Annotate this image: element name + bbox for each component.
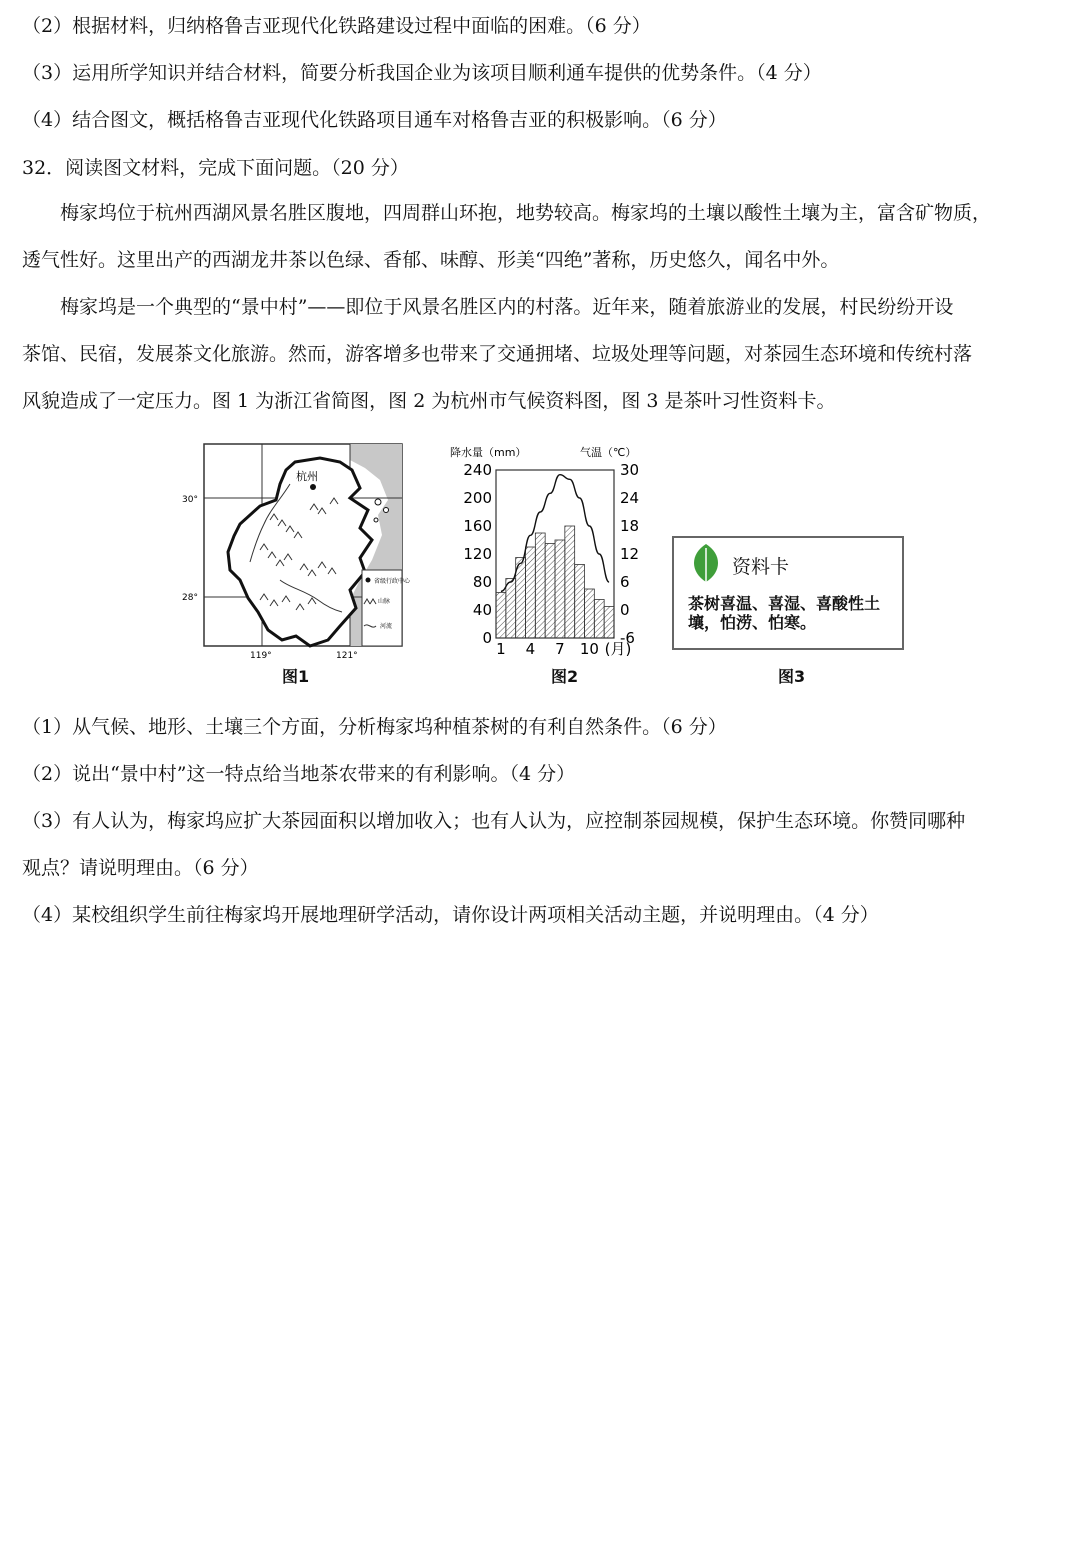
left-tick-label: 40 [472, 601, 492, 619]
question-3-line-1: （3）有人认为，梅家坞应扩大茶园面积以增加收入；也有人认为，应控制茶园规模，保护生态环境。你赞同哪种 [22, 810, 966, 832]
right-tick-label: 0 [620, 601, 630, 619]
question-1: （1）从气候、地形、土壤三个方面，分析梅家坞种植茶树的有利自然条件。（6 分） [22, 716, 727, 738]
x-tick-label: 4 [525, 640, 536, 658]
precipitation-bar [545, 544, 555, 639]
precipitation-bar [594, 600, 604, 639]
x-tick-label: 1 [496, 640, 506, 658]
left-tick-label: 80 [472, 573, 492, 591]
precipitation-bar [585, 589, 595, 638]
precipitation-bar [575, 565, 585, 639]
question-4-prev: （4）结合图文，概括格鲁吉亚现代化铁路项目通车对格鲁吉亚的积极影响。（6 分） [22, 109, 727, 131]
precipitation-bar [496, 593, 506, 639]
card-title: 资料卡 [732, 556, 790, 578]
paragraph-2-line-3: 风貌造成了一定压力。图 1 为浙江省简图，图 2 为杭州市气候资料图，图 3 是茶叶习性资料卡。 [22, 390, 836, 412]
lat-label-30: 30° [182, 495, 198, 505]
question-4: （4）某校组织学生前往梅家坞开展地理研学活动，请你设计两项相关活动主题，并说明理由。（4 分） [22, 904, 879, 926]
zhejiang-map [182, 440, 411, 661]
legend-river: 河流 [380, 623, 393, 630]
left-tick-label: 160 [463, 517, 492, 535]
question-32-header: 32．阅读图文材料，完成下面问题。（20 分） [22, 157, 409, 179]
question-3-line-2: 观点？请说明理由。（6 分） [22, 857, 259, 879]
legend-mountain: 山脉 [378, 598, 391, 605]
right-tick-label: 30 [620, 461, 640, 479]
right-axis-title: 气温（℃） [580, 446, 637, 459]
question-2: （2）说出“景中村”这一特点给当地茶农带来的有利影响。（4 分） [22, 763, 576, 785]
precipitation-bar [535, 533, 545, 638]
x-tick-label: 7 [555, 640, 565, 658]
right-tick-label: -6 [620, 629, 635, 647]
x-tick-label: 10 [579, 640, 599, 658]
legend-capital: 省级行政中心 [374, 578, 411, 585]
right-tick-label: 18 [620, 517, 640, 535]
lon-label-121: 121° [336, 651, 358, 661]
right-tick-label: 12 [620, 545, 640, 563]
tea-leaf-icon [686, 542, 726, 586]
left-tick-label: 200 [463, 489, 492, 507]
left-tick-label: 0 [482, 629, 492, 647]
info-card [672, 536, 904, 650]
precipitation-bars [496, 526, 614, 638]
precipitation-bar [604, 607, 614, 639]
city-label: 杭州 [296, 470, 318, 483]
figure-2-caption: 图2 [551, 667, 579, 686]
map-legend [362, 570, 411, 646]
right-tick-label: 24 [620, 489, 640, 507]
lon-label-119: 119° [250, 651, 272, 661]
precipitation-bar [506, 579, 516, 639]
question-2-prev: （2）根据材料，归纳格鲁吉亚现代化铁路建设过程中面临的困难。（6 分） [22, 15, 651, 37]
left-tick-label: 240 [463, 461, 492, 479]
left-tick-label: 120 [463, 545, 492, 563]
question-3-prev: （3）运用所学知识并结合材料，简要分析我国企业为该项目顺利通车提供的优势条件。（4 分） [22, 62, 822, 84]
x-axis-unit: (月) [604, 640, 632, 658]
figure-1-caption: 图1 [282, 667, 310, 686]
right-tick-label: 6 [620, 573, 630, 591]
precipitation-bar [565, 526, 575, 638]
paragraph-2-line-1: 梅家坞是一个典型的“景中村”——即位于风景名胜区内的村落。近年来，随着旅游业的发展，村民纷纷开设 [60, 296, 954, 318]
paragraph-2-line-2: 茶馆、民宿，发展茶文化旅游。然而，游客增多也带来了交通拥堵、垃圾处理等问题，对茶园生态环境和传统村落 [22, 343, 973, 365]
precipitation-bar [555, 540, 565, 638]
lat-label-28: 28° [182, 593, 198, 603]
figure-3-caption: 图3 [778, 667, 806, 686]
precipitation-bar [526, 547, 536, 638]
climate-chart [448, 440, 658, 662]
paragraph-1-line-1: 梅家坞位于杭州西湖风景名胜区腹地，四周群山环抱，地势较高。梅家坞的土壤以酸性土壤为主，富含矿物质， [60, 202, 992, 224]
hangzhou-marker [310, 484, 316, 490]
paragraph-1-line-2: 透气性好。这里出产的西湖龙井茶以色绿、香郁、味醇、形美“四绝”著称，历史悠久，闻名中外。 [22, 249, 840, 271]
left-axis-title: 降水量（mm） [450, 446, 527, 459]
card-body: 茶树喜温、喜湿、喜酸性土壤，怕涝、怕寒。 [688, 594, 881, 632]
